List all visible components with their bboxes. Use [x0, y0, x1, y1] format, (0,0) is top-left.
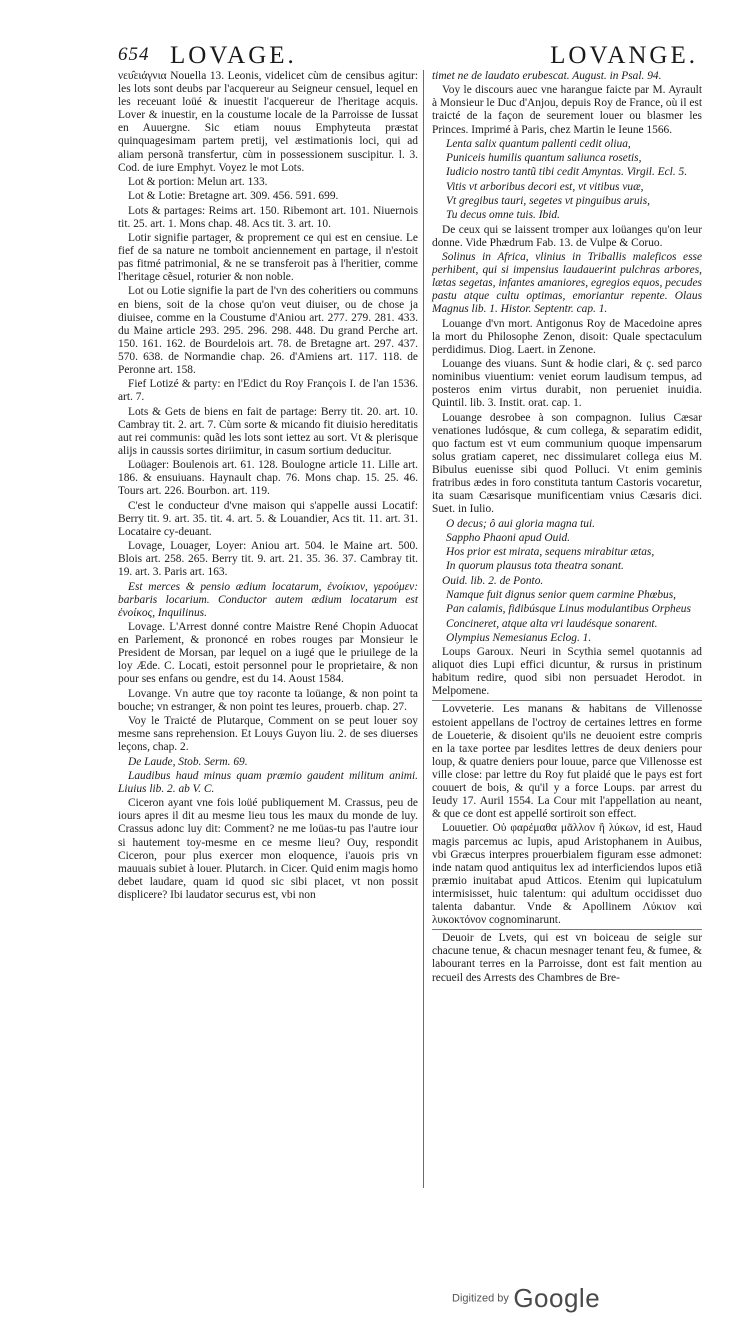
text-entry: Vt gregibus tauri, segetes vt pinguibus aruis, — [446, 194, 650, 207]
text-entry: Puniceis humilis quantum saliunca rosetis, — [446, 152, 642, 165]
text-entry: Loups Garoux. Neuri in Scythia semel quotannis ad aliquot dies Lupi effici dicuntur, & rursus in pristinum habitum redire, quod sibi non persuadet Herodot. in Melpomene. — [432, 646, 702, 698]
text-entry: Ciceron ayant vne fois loüé publiquement M. Crassus, peu de iours apres il dit au mesme lieu tous les maux du monde de luy. Crassus adonc luy dit: Comment? ne me loüas-tu pas l'autre iour si hautement toy-mesme en ce mesme lieu? Ouy, respondit Ciceron, pour plus exercer mon eloquence, i'auois pris vn mauuais subiet à louer. Plutarch. in Cicer. Quid enim magis homo debet laudare, quam id quod sic sibi placet, vt non possit displicere? Ibi laudator securus est, vbi non — [118, 797, 418, 901]
text-entry: Lovage. L'Arrest donné contre Maistre René Chopin Aduocat en Parlement, & prononcé en robes rouges par Monsieur le President de Morsan, par lequel on a iugé que le priuilege de la loy Æde. C. Locati, estoit personnel pour le proprietaire, & non pour ses enfans ou gendre, est du 14. Aoust 1584. — [118, 621, 418, 686]
text-entry: Concineret, atque alta vri laudésque sonarent. — [446, 617, 658, 630]
text-entry: Est merces & pensio ædium locatarum, ἐνοίκιον, γερούμεν: barbaris locarium. Conductor autem ædium locatarum est ἐνοίκος, Inquilinus. — [118, 580, 418, 619]
text-entry: In quorum plausus tota theatra sonant. — [446, 560, 624, 573]
text-entry: Vitis vt arboribus decori est, vt vitibus vuæ, — [446, 180, 644, 193]
entry-separator — [432, 700, 702, 701]
text-entry: Iudicio nostro tantũ tibi cedit Amyntas. Virgil. Ecl. 5. — [446, 166, 688, 179]
left-column — [118, 70, 418, 903]
google-logo: Google — [513, 1283, 601, 1313]
digitized-by-label: Digitized by — [452, 1292, 509, 1305]
text-entry: Loüager: Boulenois art. 61. 128. Boulogne article 11. Lille art. 186. & ensuiuans. Haynault chap. 76. Mons chap. 15. 25. 46. Tours art. 226. Bourbon. art. 119. — [118, 459, 418, 498]
text-entry: Lots & Gets de biens en fait de partage: Berry tit. 20. art. 10. Cambray tit. 2. art. 7. Cùm sorte & micando fit diuisio hereditatis aut rei communis: quãd les lots sont iettez au sort. Vt & plerisque alijs in caussis sortes diriimitur, in casum sortium deducitur. — [118, 405, 418, 457]
text-entry: Ouid. lib. 2. de Ponto. — [442, 574, 544, 587]
text-entry: Namque fuit dignus senior quem carmine Phœbus, — [446, 588, 677, 601]
text-entry: Hos prior est mirata, sequens mirabitur ætas, — [446, 546, 655, 559]
right-column — [432, 70, 702, 986]
text-entry: Louuetier. Οὐ φαρέμαθα μᾶλλον ἢ λύκων, id est, Haud magis parcemus ac lupis, apud Aristophanem in Auibus, vbi Græcus interpres prouerbialem figuram esse admonet: inde natam quod antiquitus lex ad interficiendos lupos etiã præmio inuitabat apud Atticos. Etenim qui lupicatulum intermisisset, huic talentum: qui adultum occidisset duo talenta dabantur. Vnde & Apollinem Λύκιον καὶ λυκοκτόνον cognominarunt. — [432, 822, 702, 927]
text-entry: Fief Lotizé & party: en l'Edict du Roy François I. de l'an 1536. art. 7. — [118, 378, 418, 404]
text-entry: O decus; ô aui gloria magna tui. — [446, 517, 596, 530]
text-entry: νευ̂ειάγνια Nouella 13. Leonis, videlicet cùm de censibus agitur: les lots sont deubs par l'acquereur au Seigneur censuel, lequel en les receuant loüé & inuestit l'acquereur de l'heritage acquis. Lover & inuestir, en la coustume locale de la Parroisse de Iussat en Auuergne. Sic etiam nouus Emphyteuta præstat quinquagesimam partem pretij, vel æstimationis loci, qui ad aliam personã transfertur, cùm in possessionem suscipitur. l. 3. Cod. de iure Emphyt. Voyez le mot Lots. — [118, 70, 418, 174]
text-entry: Lots & partages: Reims art. 150. Ribemont art. 101. Niuernois tit. 25. art. 1. Mons chap. 48. Acs tit. 3. art. 10. — [118, 204, 418, 230]
text-entry: Lenta salix quantum pallenti cedit oliua, — [446, 137, 631, 150]
text-entry: Deuoir de Lvets, qui est vn boiceau de seigle sur chacune tenue, & chacun mesnager tenant feu, & fumee, & labourant terres en la Parroisse, dont est fait mention au recueil des Arrests des Chambres de Bre- — [432, 932, 702, 984]
entry-separator — [432, 929, 702, 930]
digitized-by-google-watermark — [452, 1283, 600, 1314]
text-entry: Lovage, Louager, Loyer: Aniou art. 504. le Maine art. 500. Blois art. 258. 265. Berry tit. 9. art. 21. 35. 36. 37. Cambray tit. 19. art. 3. Paris art. 163. — [118, 540, 418, 579]
text-entry: Lot ou Lotie signifie la part de l'vn des coheritiers ou communs en biens, soit de la chose qu'on veut diuiser, ou de chose ja diuisee, comme en la Coustume d'Aniou art. 277. 279. 281. 433. du Maine article 293. 295. 296. 298. 448. Du grand Perche art. 150. 161. 162. de Bourdelois art. 78. de Bretagne art. 297. 437. 570. 638. de Normandie chap. 26. d'Amiens art. 117. 118. de Peronne art. 158. — [118, 285, 418, 376]
text-entry: Pan calamis, fidibúsque Linus modulantibus Orpheus — [446, 603, 691, 616]
text-entry: Solinus in Africa, vlinius in Triballis maleficos esse perhibent, qui si impensius laudauerint pulchras arbores, lætas segetas, infantes amaniores, egregios equos, pecudes pastu atque cultu optimas, emoriantur repente. Olaus Magnus lib. 1. Histor. Septentr. cap. 1. — [432, 250, 702, 316]
text-entry: De Laude, Stob. Serm. 69. — [128, 755, 248, 768]
text-entry: Laudibus haud minus quam præmio gaudent militum animi. Liuius lib. 2. ab V. C. — [118, 769, 418, 795]
text-entry: Sappho Phaoni apud Ouid. — [446, 531, 571, 544]
text-entry: Tu decus omne tuis. Ibid. — [446, 209, 560, 222]
text-entry: Lovveterie. Les manans & habitans de Villenosse estoient appellans de l'octroy de certaines lettres en forme de Loueterie, & disoient qu'ils ne deuoient estre compris en la taxe portee par lesdites lettres de deux deniers pour loup, & quatre deniers pour louue, parce que Villenosse est ville close: par lettre du Roy fut plaidé que le pays est fort couuert de bois, & qu'il y a force Loups. par arrest du Ieudy 17. Auril 1554. La Cour mit l'appellation au neant, & que ce dont est appellé sortiroit son effect. — [432, 703, 702, 821]
text-entry: Louange desrobee à son compagnon. Iulius Cæsar venationes ludósque, & cum collega, & separatim edidit, quo factum est vt eum communium quoque impensarum solus gratiam caperet, nec dissimularet collega eius M. Bibulus euenisse sibi quod Polluci. Vt enim geminis fratribus ædes in foro constituta tantum Castoris vocaretur, ita suam Cæsarisque munificentiam vnius Cæsaris dici. Suet. in Iulio. — [432, 411, 702, 516]
page-number: 654 — [118, 44, 150, 65]
column-divider — [423, 70, 424, 1188]
text-entry: Lotir signifie partager, & proprement ce qui est en censiue. Le fief de sa nature ne tomboit anciennement en partage, il n'estoit pas fitmé patrimonial, & ne se transferoit pas à l'heritier, comme l'heritage cẽsuel, roturier & non noble. — [118, 231, 418, 284]
text-entry: Lot & Lotie: Bretagne art. 309. 456. 591. 699. — [128, 190, 339, 203]
text-entry: timet ne de laudato erubescat. August. in Psal. 94. — [432, 70, 662, 82]
left-running-title: LOVAGE. — [170, 42, 297, 69]
text-entry: Lot & portion: Melun art. 133. — [128, 175, 268, 188]
text-entry: C'est le conducteur d'vne maison qui s'appelle aussi Locatif: Berry tit. 9. art. 35. tit. 4. art. 5. & Louandier, Acs tit. 11. art. 31. Locataire cy-deuant. — [118, 499, 418, 538]
text-entry: De ceux qui se laissent tromper aux loüanges qu'on leur donne. Vide Phædrum Fab. 13. de Vulpe & Coruo. — [432, 223, 702, 249]
running-header — [118, 44, 698, 70]
text-entry: Lovange. Vn autre que toy raconte ta loüange, & non point ta bouche; vn estranger, & non point tes leures, prouerb. chap. 27. — [118, 687, 418, 713]
text-entry: Olympius Nemesianus Eclog. 1. — [446, 631, 592, 644]
text-entry: Louange d'vn mort. Antigonus Roy de Macedoine apres la mort du Philosophe Zenon, disoit: Quale spectaculum perdidimus. Diog. Laert. in Zenone. — [432, 317, 702, 356]
text-entry: Voy le Traicté de Plutarque, Comment on se peut louer soy mesme sans reprehension. Et Louys Guyon liu. 2. de ses diuerses leçons, chap. 2. — [118, 715, 418, 754]
right-running-title: LOVANGE. — [550, 42, 698, 69]
text-entry: Louange des viuans. Sunt & hodie clari, & ç. sed parco nominibus viuentium: veniet eorum laudisum tempus, ad posteros enim virtus durabit, non perueniet inuidia. Quintil. lib. 3. Instit. orat. cap. 1. — [432, 358, 702, 410]
text-entry: Voy le discours auec vne harangue faicte par M. Ayrault à Monsieur le Duc d'Anjou, depuis Roy de France, où il est traicté de la façon de seurement louer ou blasmer les Princes. Imprimé à Paris, chez Martin le Ieune 1566. — [432, 84, 702, 136]
